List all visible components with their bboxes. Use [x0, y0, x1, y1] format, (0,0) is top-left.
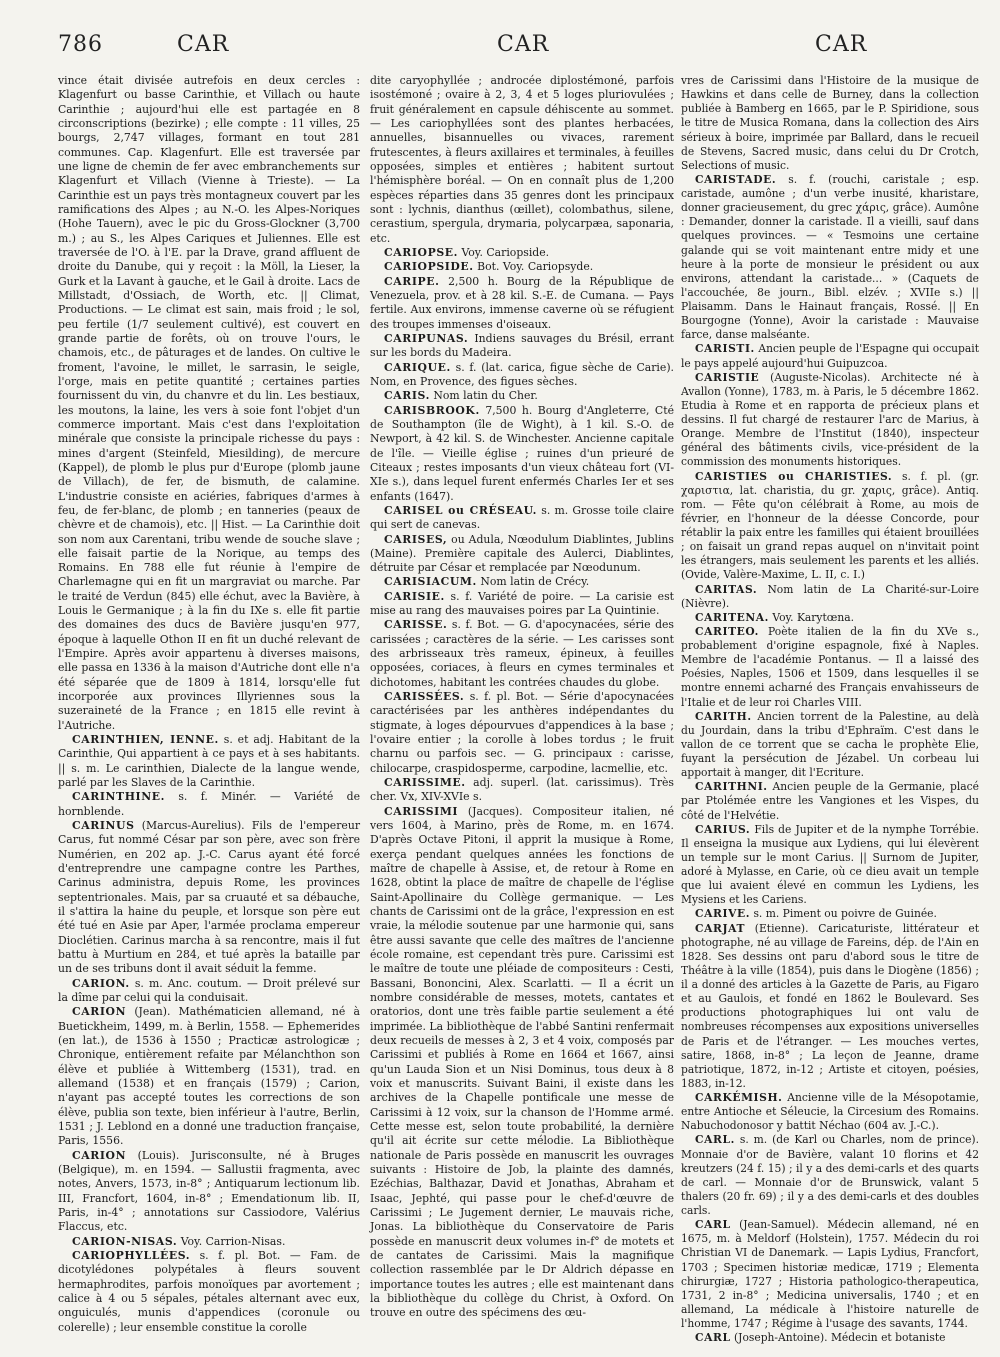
entry-text: Voy. Karytœna. [768, 610, 854, 624]
entry-text: s. f. Bot. — G. d'apocynacées, série des carissées ; caractères de la série. — Les carisses sont des arbrisseaux très rameux, épineux, à feuilles opposées, coriaces, à fleurs en cymes terminales et dichotomes, habitant les contrées chaudes du globe. [370, 618, 674, 689]
entry-text: 7,500 h. Bourg d'Angleterre, Cté de Southampton (île de Wight), à 1 kil. S.-O. de Newport, à 42 kil. S. de Winchester. Ancienne capitale de l'île. — Vieille église ; ruines d'un prieuré de Citeaux ; restes imposants d'un vieux château fort (VI-XIe s.), dans lequel furent enfermés Charles Ier et ses enfants (1647). [370, 403, 674, 503]
entry-text: Poète italien de la fin du XVe s., probablement d'origine espagnole, fixé à Naples. Membre de l'académie Pontanus. — Il a laissé des Poésies, Naples, 1506 et 1509, dans lesquelles il se montre ennemi acharné des Français envahisseurs de l'Italie et de leur roi Charles VIII. [681, 624, 979, 709]
entry-text: (Jacques). Compositeur italien, né vers 1604, à Marino, près de Rome, m. en 1674. D'après Octave Pitoni, il apprit la musique à Rome, exerça pendant quelques années les fonctions de maître de chapelle à Assise, et, de retour à Rome en 1628, obtint la place de maître de chapelle de l'église Saint-Apollinaire du Collège germanique. — Les chants de Carissimi ont de la grâce, l'expression en est vraie, la mélodie soutenue par une harmonie qui, sans être aussi savante que celle des maîtres de l'ancienne école romaine, est cependant très pure. Carissimi est le maître de toute une pléiade de compositeurs : Cesti, Bassani, Bononcini, Alex. Scarlatti. — Il a écrit un nombre considérable de messes, motets, cantates et oratorios, dont une très faible partie seulement a été imprimée. La bibliothèque de l'abbé Santini renfermait deux recueils de messes à 2, 3 et 4 voix, composés par Carissimi et publiés à Rome en 1664 et 1667, ainsi qu'un Lauda Sion et un Nisi Dominus, tous deux à 8 voix et manuscrits. Suivant Baini, il existe dans les archives de la Chapelle pontificale une messe de Carissimi à 12 voix, sur la chanson de l'Homme armé. Cette messe est, selon toute probabilité, la dernière qu'il ait écrite sur cette mélodie. La Bibliothèque nationale de Paris possède en manuscrit les ouvrages suivants : Histoire de Job, la plainte des damnés, Ezéchias, Balthazar, David et Jonathas, Abraham et Isaac, Jephté, qui passe pour le chef-d'œuvre de Carissimi ; Le Jugement dernier, Le mauvais riche, Jonas. La bibliothèque du Conservatoire de Paris possède en manuscrit deux volumes in-f° de motets et de cantates de Carissimi. Mais la magnifique collection rassemblée par le Dr Aldrich dépasse en importance toutes les autres ; elle est maintenant dans la bibliothèque du collège du Christ, à Oxford. On trouve en outre des spécimens des œu- [370, 804, 674, 1320]
entry-headword: CARJAT [695, 921, 745, 935]
entry-headword: CARIPE. [384, 274, 440, 288]
entry-text: Ancien peuple de l'Espagne qui occupait le pays appelé aujourd'hui Guipuzcoa. [681, 342, 979, 370]
entry-headword: CARISIACUM. [384, 575, 477, 589]
entry-text: dite caryophyllée ; androcée diplostémoné, parfois isostémoné ; ovaire à 2, 3, 4 et 5 loges pluriovulées ; fruit généralement en capsule déhiscente au sommet. — Les cariophyllées sont des plantes herbacées, annuelles, bisannuelles ou vivaces, rarement frutescentes, à fleurs axillaires et terminales, à feuilles opposées, simples et entières ; habitent surtout l'hémisphère boréal. — On en connaît plus de 1,200 espèces réparties dans 35 genres dont les principaux sont : lychnis, dianthus (œillet), colombathus, silene, cerastium, spergula, drymaria, polycarpæa, saponaria, etc. [370, 74, 674, 245]
entry-text: s. m. Piment ou poivre de Guinée. [750, 907, 937, 921]
entry-headword: CARION. [72, 976, 130, 990]
entry-headword: CARISTADE. [695, 172, 777, 186]
running-head-left: CAR [177, 32, 230, 57]
entry-headword: CARITHNI. [695, 780, 768, 794]
entry-text: Nom latin de La Charité-sur-Loire (Nièvre). [681, 582, 979, 610]
entry-headword: CARISSÉES. [384, 690, 465, 704]
dictionary-entry [370, 275, 674, 332]
dictionary-entry [681, 611, 979, 625]
entry-text: s. m. Anc. coutum. — Droit prélevé sur la dîme par celui qui la conduisait. [58, 976, 360, 1004]
entry-headword: CARISIE. [384, 589, 445, 603]
dictionary-entry [681, 823, 979, 908]
entry-headword: CARISSIMI [384, 804, 459, 818]
entry-headword: CARIOPSIDE. [384, 260, 474, 274]
entry-text: vince était divisée autrefois en deux cercles : Klagenfurt ou basse Carinthie, et Villach ou haute Carinthie ; aujourd'hui elle est partagée en 8 circonscriptions (bezirke) ; elle compte : 11 villes, 25 bourgs, 2,747 villages, formant en tout 281 communes. Cap. Klagenfurt. Elle est traversée par une ligne de chemin de fer avec embranchements sur Klagenfurt et Villach (Vienne à Trieste). — La Carinthie est un pays très montagneux couvert par les ramifications des Alpes ; au N.-O. les Alpes-Noriques (Hohe Tauern), avec le pic du Gross-Glockner (3,700 m.) ; au S., les Alpes Cariques et Juliennes. Elle est traversée de l'O. à l'E. par la Drave, grand affluent de droite du Danube, qui y reçoit : la Möll, la Lieser, la Gurk et la Lavant à gauche, et le Gail à droite. Lacs de Millstadt, d'Ossiach, de Worth, etc. || Climat, Productions. — Le climat est sain, mais froid ; le sol, peu fertile (1/7 seulement cultivé), est couvert en grande partie de forêts, où on trouve l'ours, le chamois, etc., de pâturages et de landes. On cultive le froment, l'avoine, le millet, le sarrasin, le seigle, l'orge, mais en petite quantité ; certaines parties fournissent du vin, du chanvre et du lin. Les bestiaux, les moutons, la laine, les vers à soie font l'objet d'un commerce important. Mais c'est dans l'exploitation minérale que consiste la principale richesse du pays : mines d'argent (Steinfeld, Miesilding), de mercure (Kappel), de plomb le plus pur d'Europe (plomb jaune de Villach), de fer, de bismuth, de calamine. L'industrie consiste en aciéries, fabriques d'armes à feu, de fer-blanc, de plomb ; en tanneries (peaux de chèvre et de chamois), etc. || Hist. — La Carinthie doit son nom aux Carentani, tribu wende de souche slave ; elle faisait partie de la Norique, au temps des Romains. En 788 elle fut réunie à l'empire de Charlemagne qui en fit un margraviat ou marche. Par le traité de Verdun (845) elle échut, avec la Bavière, à Louis le Germanique ; à la fin du IXe s. elle fit partie des domaines des ducs de Bavière jusqu'en 977, époque à laquelle Othon II en fit un duché relevant de l'Empire. Après avoir appartenu à diverses maisons, elle passa en 1336 à la maison d'Autriche dont elle n'a été séparée que de 1809 à 1814, lorsqu'elle fut incorporée aux provinces Illyriennes sous la suzeraineté de la France ; en 1815 elle revint à l'Autriche. [58, 74, 360, 732]
entry-text: s. f. (rouchi, caristale ; esp. caristade, aumône ; d'un verbe inusité, kharistare, donner gracieusement, du grec χάρις, grâce). Aumône : Demander, donner la caristade. Il a vieilli, sauf dans quelques provinces. — « Tesmoins une certaine galande qui se voit maintenant entre midy et une heure à la porte de monsieur le président ou aux environs, attendant la caristade... » (Caquets de l'accouchée, 8e journ., Bibl. elzév. ; XVIIe s.) || Plaisamm. Dans le Hainaut français, Rossé. || En Bourgogne (Yonne), Avoir la caristade : Mauvaise farce, danse malséante. [681, 172, 979, 342]
entry-headword: CARISTIE [695, 370, 760, 384]
entry-headword: CARL [695, 1331, 731, 1345]
dictionary-entry [681, 342, 979, 370]
entry-text: s. f. pl. Bot. — Fam. de dicotylédones polypétales à fleurs souvent hermaphrodites, parfois monoïques par avortement ; calice à 4 ou 5 sépales, pétales alternant avec eux, onguiculés, munis d'appendices (coronule ou colerelle) ; leur ensemble constitue la corolle [58, 1248, 360, 1334]
entry-headword: CARIS. [384, 389, 430, 403]
entry-headword: CARIOPSE. [384, 245, 458, 259]
entry-headword: CARL [695, 1218, 731, 1232]
dictionary-entry [370, 776, 674, 805]
continued-text [58, 74, 360, 733]
entry-headword: CARION-NISAS. [72, 1234, 178, 1248]
dictionary-entry [681, 907, 979, 921]
dictionary-entry [681, 922, 979, 1092]
entry-text: Fils de Jupiter et de la nymphe Torrébie. Il enseigna la musique aux Lydiens, qui lui élevèrent un temple sur le mont Carius. || Surnom de Jupiter, adoré à Mylasse, en Carie, où ce dieu avait un temple que lui avaient élevé en commun les Lydiens, les Mysiens et les Cariens. [681, 822, 979, 907]
entry-text: (Etienne). Caricaturiste, littérateur et photographe, né au village de Fareins, dép. de l'Ain en 1828. Ses dessins ont paru d'abord sous le titre de Théâtre à la ville (1854), puis dans le Diogène (1856) ; il a donné des articles à la Gazette de Paris, au Figaro et au Gaulois, et fondé en 1862 le Boulevard. Ses productions photographiques lui ont valu de nombreuses récompenses aux expositions universelles de Paris et de l'étranger. — Les mouches vertes, satire, 1868, in-8° ; La leçon de Jeanne, drame patriotique, 1872, in-12 ; Artiste et citoyen, poésies, 1883, in-12. [681, 921, 979, 1090]
entry-headword: CARINUS [72, 819, 135, 833]
page-number: 786 [58, 32, 103, 57]
dictionary-entry [370, 590, 674, 619]
running-head-center: CAR [497, 32, 550, 57]
entry-text: s. m. Grosse toile claire qui sert de canevas. [370, 503, 674, 532]
dictionary-entry [370, 246, 674, 260]
continued-text [370, 74, 674, 246]
dictionary-entry [58, 1149, 360, 1235]
entry-headword: CARITH. [695, 709, 752, 723]
entry-text: s. f. pl. (gr. χαριστια, lat. charistia, du gr. χαρις, grâce). Antiq. rom. — Fête qu'on célébrait à Rome, au mois de février, en l'honneur de la déesse Concorde, pour rétablir la paix entre les familles qui étaient brouillées ; on faisait un grand repas auquel on n'invitait point les étrangers, mais seulement les parents et les alliés. (Ovide, Valère-Maxime, L. II, c. I.) [681, 469, 979, 582]
entry-text: 2,500 h. Bourg de la République de Venezuela, prov. et à 28 kil. S.-E. de Cumana. — Pays fertile. Aux environs, immense caverne où se réfugient des troupes immenses d'oiseaux. [370, 274, 674, 331]
entry-text: ou Adula, Nœodulum Diablintes, Jublins (Maine). Première capitale des Aulerci, Diablintes, détruite par César et remplacée par Nœodunum. [370, 532, 674, 575]
entry-headword: CARIVE. [695, 907, 751, 921]
entry-text: s. f. Minér. — Variété de hornblende. [58, 790, 360, 818]
entry-headword: CARINTHINE. [72, 790, 165, 804]
dictionary-entry [370, 690, 674, 776]
entry-text: s. f. Variété de poire. — La carisie est mise au rang des mauvaises poires par La Quintinie. [370, 589, 674, 618]
running-head-right: CAR [815, 32, 868, 57]
dictionary-entry [681, 1091, 979, 1133]
entry-text: Nom latin de Crécy. [476, 575, 590, 589]
dictionary-entry [370, 361, 674, 390]
dictionary-entry [58, 1005, 360, 1148]
dictionary-entry [681, 173, 979, 343]
dictionary-entry [681, 625, 979, 710]
text-column-3 [681, 74, 979, 1345]
dictionary-entry [681, 371, 979, 470]
dictionary-entry [370, 618, 674, 690]
text-column-1 [58, 74, 360, 1335]
dictionary-entry [370, 332, 674, 361]
entry-text: (Jean). Mathématicien allemand, né à Buetickheim, 1499, m. à Berlin, 1558. — Ephemerides (en lat.), de 1536 à 1550 ; Practicæ astrologicæ ; Chronique, entièrement refaite par Mélanchthon son élève et publiée à Wittemberg (1531), trad. en allemand (1538) et en français (1579) ; Carion, n'ayant pas accepté toutes les corrections de son élève, publia son texte, bien inférieur à l'autre, Berlin, 1531 ; J. Leblond en a donné une traduction française, Paris, 1556. [58, 1005, 360, 1148]
entry-text: Voy. Cariopside. [458, 245, 550, 259]
entry-headword: CARIUS. [695, 822, 751, 836]
entry-text: (Jean-Samuel). Médecin allemand, né en 1675, m. à Meldorf (Holstein), 1757. Médecin du roi Christian VI de Danemark. — Lapis Lydius, Francfort, 1703 ; Specimen historiæ medicæ, 1719 ; Elementa chirurgiæ, 1727 ; Historia pathologico-therapeutica, 1731, 2 in-8° ; Medicina universalis, 1740 ; et en allemand, La médicale à l'histoire naturelle de l'homme, 1747 ; Régime à l'usage des savants, 1744. [681, 1218, 979, 1330]
dictionary-entry [681, 470, 979, 583]
entry-text: s. f. pl. Bot. — Série d'apocynacées caractérisées par les anthères indépendantes du stigmate, à loges dépourvues d'appendices à la base ; l'ovaire entier ; la corolle à lobes tordus ; le fruit charnu ou parfois sec. — G. principaux : carisse, chilocarpe, craspidosperme, carpodine, lacmellie, etc. [370, 690, 674, 775]
dictionary-entry [58, 1249, 360, 1335]
dictionary-entry [681, 1331, 979, 1345]
entry-headword: CARIOPHYLLÉES. [72, 1248, 191, 1262]
dictionary-entry [370, 260, 674, 274]
dictionary-entry [681, 583, 979, 611]
entry-text: s. et adj. Habitant de la Carinthie, Qui appartient à ce pays et à ses habitants. || s. m. Le carinthien, Dialecte de la langue wende, parlé par les Slaves de la Carinthie. [58, 733, 360, 790]
entry-text: Indiens sauvages du Brésil, errant sur les bords du Madeira. [370, 331, 674, 360]
entry-headword: CARL. [695, 1133, 735, 1147]
dictionary-entry [370, 389, 674, 403]
entry-text: s. f. (lat. carica, figue sèche de Carie). Nom, en Provence, des figues sèches. [370, 360, 674, 388]
entry-headword: CARIQUE. [384, 360, 451, 374]
entry-text: Ancienne ville de la Mésopotamie, entre Antioche et Séleucie, la Circesium des Romains. Nabuchodonosor y battit Néchao (604 av. J.-C.). [681, 1091, 979, 1133]
dictionary-entry [370, 404, 674, 504]
entry-text: Ancien peuple de la Germanie, placé par Ptolémée entre les Vangiones et les Vispes, du côté de l'Helvétie. [681, 780, 979, 822]
entry-text: adj. superl. (lat. carissimus). Très cher. Vx, XIV-XVIe s. [370, 776, 674, 804]
dictionary-entry [370, 504, 674, 533]
entry-headword: CARITENA. [695, 610, 769, 624]
dictionary-entry [58, 977, 360, 1006]
entry-headword: CARITAS. [695, 582, 758, 596]
entry-headword: CARISSE. [384, 618, 448, 632]
entry-headword: CARISBROOK. [384, 403, 480, 417]
entry-headword: CARION [72, 1005, 127, 1019]
entry-headword: CARION [72, 1148, 127, 1162]
dictionary-entry [681, 780, 979, 822]
dictionary-entry [370, 805, 674, 1321]
entry-headword: CARKÉMISH. [695, 1091, 783, 1104]
entry-headword: CARISTI. [695, 342, 755, 356]
entry-headword: CARISES, [384, 532, 448, 546]
entry-headword: CARIPUNAS. [384, 331, 469, 345]
entry-text: (Marcus-Aurelius). Fils de l'empereur Carus, fut nommé César par son père, avec son frère Numérien, en 202 ap. J.-C. Carus ayant été forcé d'entreprendre une campagne contre les Parthes, Carinus administra, depuis Rome, les provinces septentrionales. Mais, par sa cruauté et sa débauche, il s'attira la haine du peuple, et lorsque son père eut été tué en Asie par Aper, l'armée proclama empereur Dioclétien. Carinus marcha à sa rencontre, mais il fut battu à Murtium en 284, et tué après la bataille par un de ses tribuns dont il avait séduit la femme. [58, 819, 360, 976]
dictionary-entry [58, 733, 360, 790]
entry-text: Nom latin du Cher. [429, 389, 538, 403]
dictionary-entry [681, 1218, 979, 1331]
entry-text: (Joseph-Antoine). Médecin et botaniste [730, 1331, 946, 1345]
entry-headword: CARISTIES ou CHARISTIES. [695, 469, 893, 483]
entry-text: Ancien torrent de la Palestine, au delà du Jourdain, dans la tribu d'Ephraïm. C'est dans le vallon de ce torrent que se cacha le prophète Elie, fuyant la persécution de Jézabel. Un corbeau lui apportait à manger, dit l'Ecriture. [681, 709, 979, 780]
continued-text [681, 74, 979, 173]
dictionary-entry [58, 819, 360, 977]
entry-text: s. m. (de Karl ou Charles, nom de prince). Monnaie d'or de Bavière, valant 10 florins et 42 kreutzers (24 f. 15) ; il y a des demi-carls et des quarts de carl. — Monnaie d'or de Brunswick, valant 5 thalers (20 fr. 69) ; il y a des demi-carls et des doubles carls. [681, 1133, 979, 1217]
entry-headword: CARISEL ou CRÉSEAU. [384, 503, 538, 517]
entry-text: Voy. Carrion-Nisas. [177, 1234, 286, 1248]
entry-text: vres de Carissimi dans l'Histoire de la musique de Hawkins et dans celle de Burney, dans la collection publiée à Bamberg en 1665, par le P. Spiridione, sous le titre de Musica Romana, dans la collection des Airs sérieux à boire, imprimée par Ballard, dans le recueil de Stevens, Sacred music, dans celui du Dr Crotch, Selections of music. [681, 74, 979, 172]
dictionary-entry [58, 1235, 360, 1249]
text-column-2 [370, 74, 674, 1321]
entry-text: Bot. Voy. Cariopsyde. [473, 260, 594, 274]
dictionary-entry [370, 533, 674, 576]
dictionary-entry [681, 1133, 979, 1218]
dictionary-entry [370, 575, 674, 589]
entry-headword: CARINTHIEN, IENNE. [72, 733, 219, 747]
dictionary-entry [58, 790, 360, 819]
entry-text: (Louis). Jurisconsulte, né à Bruges (Belgique), m. en 1594. — Sallustii fragmenta, avec notes, Anvers, 1573, in-8° ; Antiquarum lectionum lib. III, Francfort, 1604, in-8° ; Emendationum lib. II, Paris, in-4° ; annotations sur Cassiodore, Valérius Flaccus, etc. [58, 1148, 360, 1234]
entry-headword: CARITEO. [695, 624, 759, 638]
dictionary-entry [681, 710, 979, 781]
entry-text: (Auguste-Nicolas). Architecte né à Avallon (Yonne), 1783, m. à Paris, le 5 décembre 1862. Etudia à Rome et en rapporta de précieux plans et dessins. Il fut chargé de restaurer l'arc de Marius, à Orange. Membre de l'Institut (1840), inspecteur général des bâtiments civils, vice-président de la commission des monuments historiques. [681, 370, 979, 469]
entry-headword: CARISSIME. [384, 776, 466, 790]
